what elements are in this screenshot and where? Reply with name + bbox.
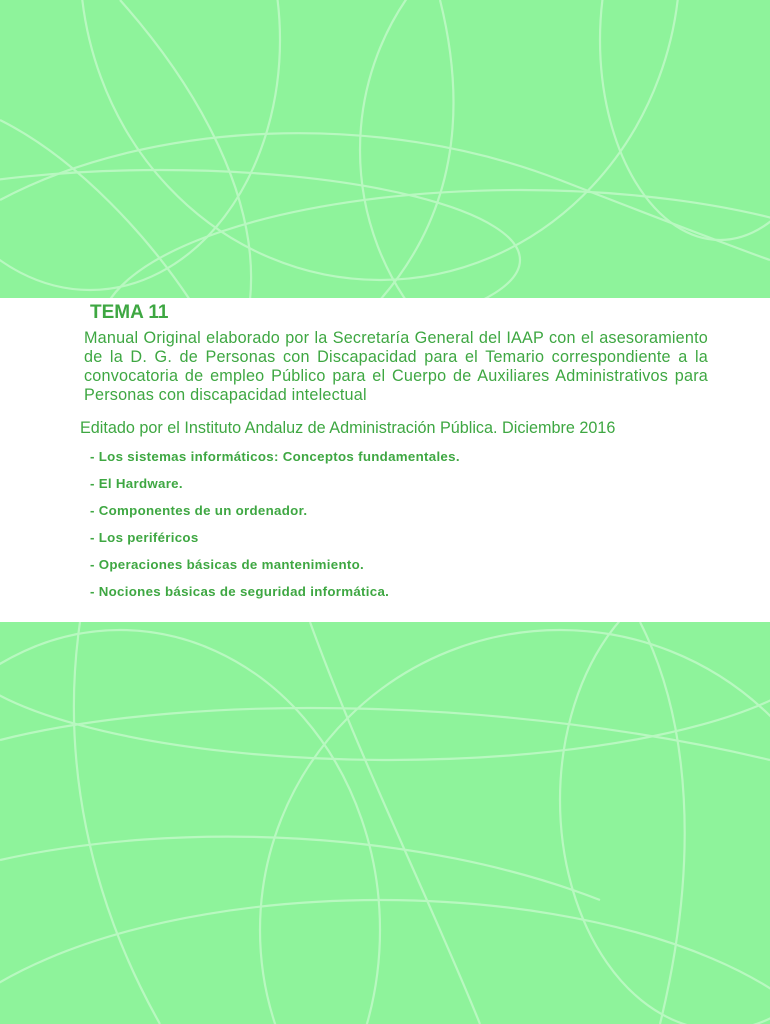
topic-item: - El Hardware. [90,476,183,491]
topic-item: - Nociones básicas de seguridad informática. [90,584,390,599]
cover-description: Manual Original elaborado por la Secretaría General del IAAP con el asesoramiento de la D. G. de Personas con Discapacidad para el Temario correspondiente a la convocatoria de empleo Público para el Cuerpo de Auxiliares Administrativos para Personas con discapacidad intelectual [84,329,708,404]
topic-item: - Operaciones básicas de mantenimiento. [90,557,365,572]
edition-note: Editado por el Instituto Andaluz de Administración Pública. Diciembre 2016 [80,419,616,437]
topic-item: - Componentes de un ordenador. [90,503,308,518]
topic-item: - Los sistemas informáticos: Conceptos fundamentales. [90,449,460,464]
cover-title: TEMA 11 [90,302,169,323]
topic-item: - Los periféricos [90,530,199,545]
topic-list [90,448,460,610]
